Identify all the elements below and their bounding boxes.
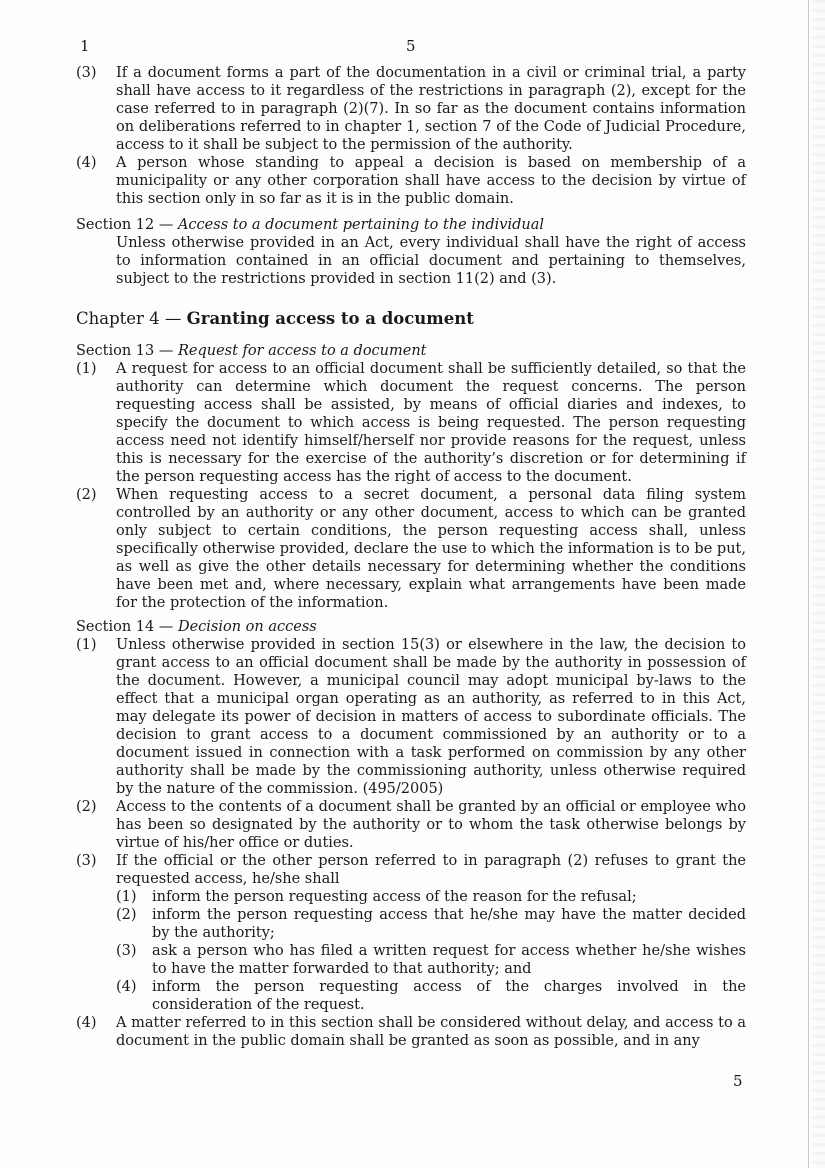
list-item-text: inform the person requesting access of the charges involved in the consideration of the request. bbox=[152, 979, 746, 1013]
paragraph-number: (2) bbox=[76, 487, 97, 503]
list-item-number: (1) bbox=[116, 889, 137, 905]
section-12-body: Unless otherwise provided in an Act, every individual shall have the right of access to information contained in an official document and pertaining to themselves, subject to the restrictions provided in section 11(2) and (3). bbox=[116, 235, 746, 287]
footer-page-number: 5 bbox=[733, 1072, 743, 1090]
list-item bbox=[76, 888, 746, 906]
section-title: Access to a document pertaining to the individual bbox=[177, 217, 544, 233]
section-14-paragraph-3 bbox=[76, 852, 746, 888]
section-title: Request for access to a document bbox=[177, 343, 427, 359]
list-item bbox=[76, 942, 746, 978]
section-label: Section 12 — bbox=[76, 217, 178, 233]
section-title: Decision on access bbox=[177, 619, 317, 635]
list-item bbox=[76, 978, 746, 1014]
list-item-number: (3) bbox=[116, 943, 137, 959]
section-14-paragraph-4 bbox=[76, 1014, 746, 1050]
section-12-heading bbox=[76, 216, 746, 234]
header-page-number: 5 bbox=[406, 37, 416, 55]
paragraph-4 bbox=[76, 154, 746, 208]
section-14-heading bbox=[76, 618, 746, 636]
list-item bbox=[76, 906, 746, 942]
paragraph-text: When requesting access to a secret document, a personal data filing system controlled by an authority or any other document, access to which can be granted only subject to certain conditions, the person requesting access shall, unless specifically otherwise provided, declare the use to which the information is to be put, as well as give the other details necessary for determining whether the conditions have been met and, where necessary, explain what arrangements have been made for the protection of the information. bbox=[116, 487, 746, 611]
page-edge-line bbox=[808, 0, 809, 1168]
chapter-title: Granting access to a document bbox=[186, 309, 474, 328]
paragraph-text: If the official or the other person referred to in paragraph (2) refuses to grant the requested access, he/she shall bbox=[116, 853, 746, 887]
scan-edge-shading bbox=[812, 0, 825, 1168]
paragraph-number: (3) bbox=[76, 853, 97, 869]
paragraph-number: (1) bbox=[76, 361, 97, 377]
section-label: Section 14 — bbox=[76, 619, 178, 635]
paragraph-number: (3) bbox=[76, 65, 97, 81]
list-item-text: inform the person requesting access of the reason for the refusal; bbox=[152, 889, 637, 905]
paragraph-number: (4) bbox=[76, 1015, 97, 1031]
list-item-text: inform the person requesting access that he/she may have the matter decided by the authority; bbox=[152, 907, 746, 941]
paragraph-text: Unless otherwise provided in section 15(3) or elsewhere in the law, the decision to grant access to an official document shall be made by the authority in possession of the document. However, a municipal council may adopt municipal by-laws to the effect that a municipal organ operating as an authority, as referred to in this Act, may delegate its power of decision in matters of access to subordinate officials. The decision to grant access to a document commissioned by an authority or to a document issued in connection with a task performed on commission by any other authority shall be made by the commissioning authority, unless otherwise required by the nature of the commission. (495/2005) bbox=[116, 637, 746, 797]
header-left-number: 1 bbox=[80, 37, 90, 55]
chapter-4-heading bbox=[76, 310, 746, 328]
paragraph-number: (2) bbox=[76, 799, 97, 815]
section-13-paragraph-2 bbox=[76, 486, 746, 612]
section-13-paragraph-1 bbox=[76, 360, 746, 486]
paragraph-text: A person whose standing to appeal a decision is based on membership of a municipality or any other corporation shall have access to the decision by virtue of this section only in so far as it is in the public domain. bbox=[116, 155, 746, 207]
section-14-paragraph-1 bbox=[76, 636, 746, 798]
paragraph-3 bbox=[76, 64, 746, 154]
section-label: Section 13 — bbox=[76, 343, 178, 359]
chapter-label: Chapter 4 — bbox=[76, 309, 187, 328]
section-14-paragraph-2 bbox=[76, 798, 746, 852]
paragraph-text: If a document forms a part of the documentation in a civil or criminal trial, a party shall have access to it regardless of the restrictions in paragraph (2), except for the case referred to in paragraph (2)(7). In so far as the document contains information on deliberations referred to in chapter 1, section 7 of the Code of Judicial Procedure, access to it shall be subject to the permission of the authority. bbox=[116, 65, 746, 153]
paragraph-number: (4) bbox=[76, 155, 97, 171]
section-13-heading bbox=[76, 342, 746, 360]
paragraph-text: A request for access to an official document shall be sufficiently detailed, so that the authority can determine which document the request concerns. The person requesting access shall be assisted, by means of official diaries and indexes, to specify the document to which access is being requested. The person requesting access need not identify himself/herself nor provide reasons for the request, unless this is necessary for the exercise of the authority’s discretion or for determining if the person requesting access has the right of access to the document. bbox=[116, 361, 746, 485]
list-item-text: ask a person who has filed a written request for access whether he/she wishes to have the matter forwarded to that authority; and bbox=[152, 943, 746, 977]
paragraph-number: (1) bbox=[76, 637, 97, 653]
document-body bbox=[76, 64, 746, 1050]
list-item-number: (4) bbox=[116, 979, 137, 995]
paragraph-text: Access to the contents of a document shall be granted by an official or employee who has been so designated by the authority or to whom the task otherwise belongs by virtue of his/her office or duties. bbox=[116, 799, 746, 851]
paragraph-text: A matter referred to in this section shall be considered without delay, and access to a document in the public domain shall be granted as soon as possible, and in any bbox=[116, 1015, 746, 1049]
list-item-number: (2) bbox=[116, 907, 137, 923]
